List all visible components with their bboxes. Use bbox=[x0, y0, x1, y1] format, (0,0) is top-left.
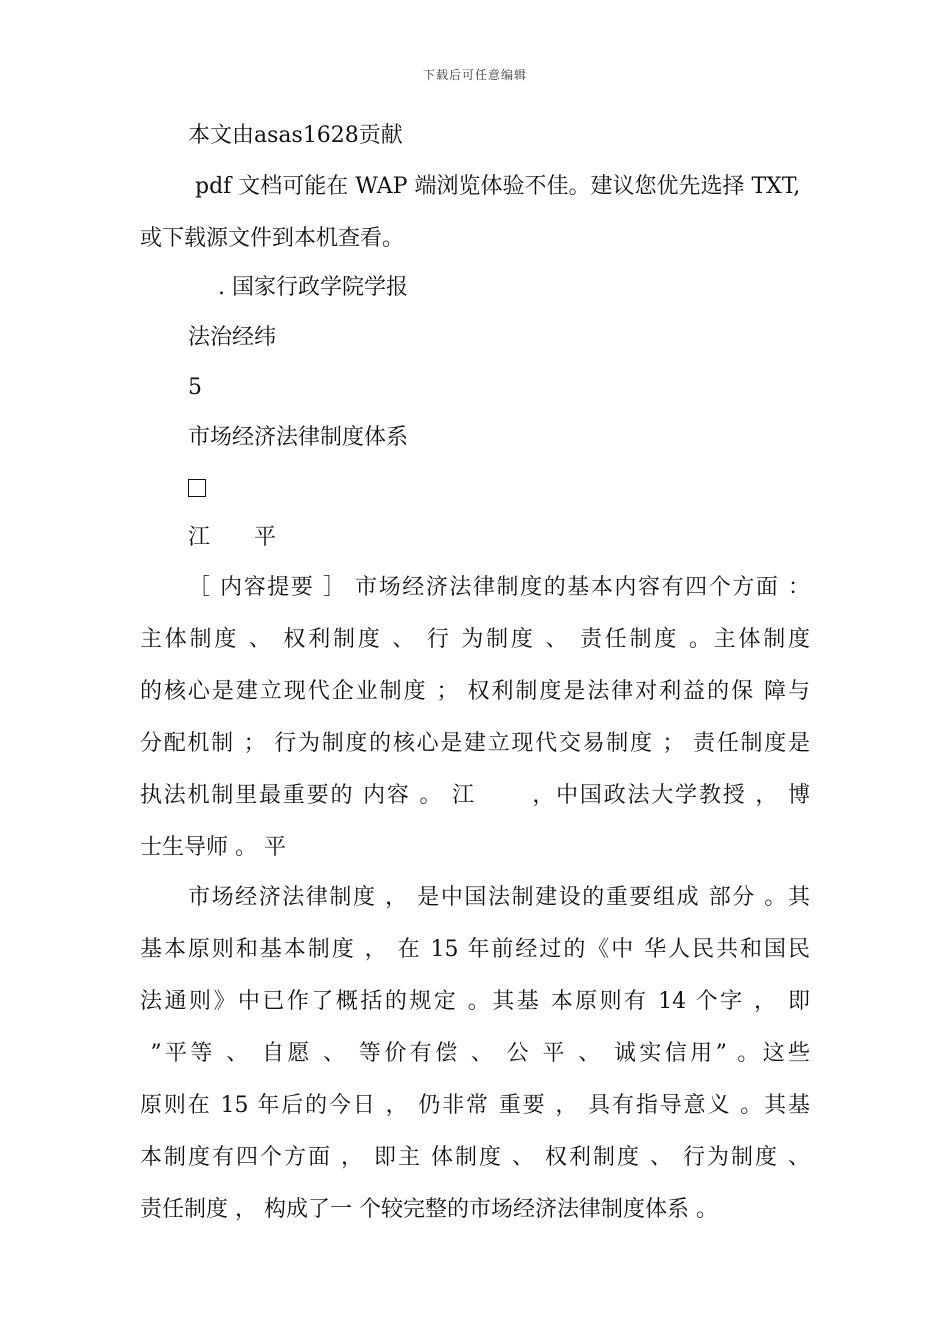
author-name: 江 平 bbox=[188, 525, 277, 550]
notice-line-1: pdf 文档可能在 WAP 端浏览体验不佳。建议您优先选择 TXT, bbox=[188, 174, 801, 199]
journal-name: . 国家行政学院学报 bbox=[218, 275, 408, 300]
issue-number: 5 bbox=[188, 375, 202, 400]
abstract-line: 分配机制 ； 行为制度的核心是建立现代交易制度 ； 责任制度是 bbox=[140, 731, 810, 756]
abstract-line: 执法机制里最重要的 内容 。 江 ，中国政法大学教授 ， 博 bbox=[140, 783, 810, 808]
article-title: 市场经济法律制度体系 bbox=[188, 425, 409, 450]
body-line: 原则在 15 年后的今日 ， 仍非常 重要 ， 具有指导意义 。其基 bbox=[140, 1093, 810, 1118]
notice-line-2: 或下载源文件到本机查看。 bbox=[140, 226, 405, 251]
column-name: 法治经纬 bbox=[188, 325, 277, 350]
body-line: ”平等 、 自愿 、 等价有偿 、 公 平 、 诚实信用” 。这些 bbox=[140, 1041, 810, 1066]
body-line: 本制度有四个方面 ， 即主 体制度 、 权利制度 、 行为制度 、 bbox=[140, 1145, 810, 1170]
body-line: 基本原则和基本制度 ， 在 15 年前经过的《中 华人民共和国民 bbox=[140, 937, 810, 962]
body-line: 法通则》中已作了概括的规定 。其基 本原则有 14 个字 ， 即 bbox=[140, 989, 810, 1014]
body-line: 责任制度 ， 构成了一 个较完整的市场经济法律制度体系 。 bbox=[140, 1197, 718, 1222]
square-box-icon bbox=[188, 479, 206, 497]
abstract-line: 士生导师 。 平 bbox=[140, 835, 286, 860]
placeholder-box bbox=[188, 473, 206, 503]
body-line: 市场经济法律制度 ， 是中国法制建设的重要组成 部分 。其 bbox=[188, 885, 810, 910]
abstract-line: 的核心是建立现代企业制度 ； 权利制度是法律对利益的保 障与 bbox=[140, 679, 810, 704]
abstract-line: ［ 内容提要 ］ 市场经济法律制度的基本内容有四个方面 ： bbox=[188, 575, 810, 600]
page-header: 下载后可任意编辑 bbox=[422, 68, 527, 82]
contributor-line: 本文由asas1628贡献 bbox=[188, 123, 403, 148]
abstract-line: 主体制度 、 权利制度 、 行 为制度 、 责任制度 。主体制度 bbox=[140, 627, 810, 652]
